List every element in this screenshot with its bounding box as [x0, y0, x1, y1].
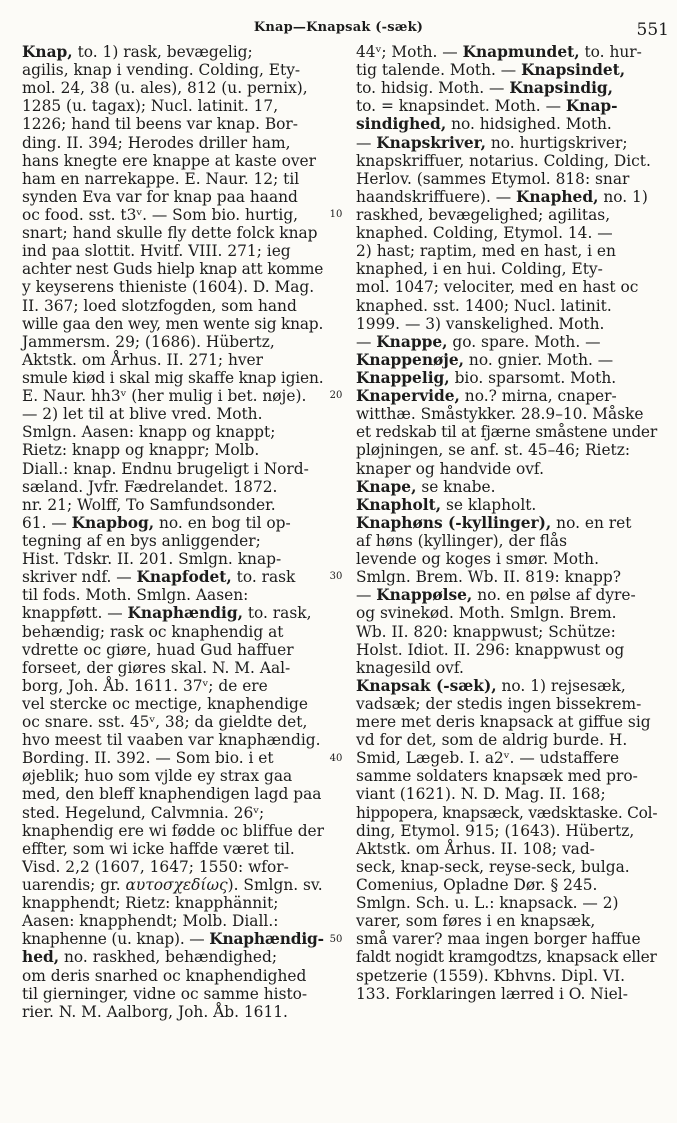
- text-line: ding, Etymol. 915; (1643). Hübertz,: [356, 821, 635, 840]
- text-line: uarendis; gr. αυτοσχεδίως). Smlgn. sv.: [22, 876, 323, 895]
- text-line: tegning af en bys anliggender;: [22, 531, 261, 550]
- text-line: Aasen: knapphendt; Molb. Diall.:: [22, 912, 279, 931]
- line-number: 40: [329, 752, 343, 764]
- text-line: achter nest Guds hielp knap att komme: [22, 260, 324, 279]
- text-line: 2) hast; raptim, med en hast, i en: [356, 242, 616, 261]
- text-line: spetzerie (1559). Kbhvns. Dipl. VI.: [356, 966, 625, 985]
- text-line: Smlgn. Brem. Wb. II. 819: knapp?: [356, 568, 621, 587]
- text-line: Knappenøje, no. gnier. Moth. —: [356, 350, 614, 369]
- text-line: Herlov. (sammes Etymol. 818: snar: [356, 169, 630, 188]
- text-line: ding. II. 394; Herodes driller ham,: [22, 133, 291, 152]
- text-line: Holst. Idiot. II. 296: knappwust og: [356, 640, 625, 659]
- text-line: 1226; hand til beens var knap. Bor-: [22, 115, 298, 134]
- text-line: Rietz: knapp og knappr; Molb.: [22, 441, 260, 460]
- text-line: oc snare. sst. 45ᵛ, 38; da gieldte det,: [22, 713, 308, 732]
- text-line: knaphed, i en hui. Colding, Ety-: [356, 260, 603, 279]
- text-line: — 2) let til at blive vred. Moth.: [22, 405, 263, 424]
- text-line: Jammersm. 29; (1686). Hübertz,: [22, 332, 275, 351]
- text-line: mere met deris knapsack at giffue sig: [356, 713, 651, 732]
- text-line: oc food. sst. t3ᵛ. — Som bio. hurtig,: [22, 205, 299, 224]
- text-line: vel stercke oc mectige, knaphendige: [22, 694, 308, 713]
- text-line: knaphenne (u. knap). — Knaphændig-: [22, 930, 324, 949]
- text-line: to. hidsig. Moth. — Knapsindig,: [356, 79, 614, 98]
- text-line: forseet, der giøres skal. N. M. Aal-: [22, 658, 291, 677]
- text-line: Knappelig, bio. sparsomt. Moth.: [356, 368, 617, 387]
- text-line: ind paa slottit. Hvitf. VIII. 271; ieg: [22, 242, 291, 261]
- text-line: nr. 21; Wolff, To Samfundsonder.: [22, 495, 276, 514]
- text-line: snart; hand skulle fly dette folck knap: [22, 224, 318, 243]
- text-line: Knapervide, no.? mirna, cnaper-: [356, 387, 617, 406]
- text-line: sted. Hegelund, Calvmnia. 26ᵛ;: [22, 803, 265, 822]
- text-line: af høns (kyllinger), der flås: [356, 531, 568, 550]
- text-line: witthæ. Småstykker. 28.9–10. Måske: [356, 405, 644, 424]
- text-line: små varer? maa ingen borger haffue: [356, 930, 641, 949]
- text-line: Visd. 2,2 (1607, 1647; 1550: wfor-: [22, 857, 289, 876]
- text-line: viant (1621). N. D. Mag. II. 168;: [356, 785, 606, 804]
- text-line: 61. — Knapbog, no. en bog til op-: [22, 513, 291, 532]
- text-line: — Knappølse, no. en pølse af dyre-: [356, 586, 636, 605]
- text-line: Knapsak (-sæk), no. 1) rejsesæk,: [356, 676, 626, 695]
- text-line: knaphendig ere wi fødde oc bliffue der: [22, 821, 324, 840]
- text-line: raskhed, bevægelighed; agilitas,: [356, 205, 611, 224]
- text-line: skriver ndf. — Knapfodet, to. rask: [22, 568, 296, 587]
- text-line: sæland. Jvfr. Fædrelandet. 1872.: [22, 477, 278, 496]
- text-line: haandskriffuere). — Knaphed, no. 1): [356, 187, 648, 206]
- text-line: Diall.: knap. Endnu brugeligt i Nord-: [22, 459, 309, 478]
- text-line: et redskab til at fjærne småstene under: [356, 423, 657, 442]
- text-line: Hist. Tdskr. II. 201. Smlgn. knap-: [22, 550, 282, 569]
- text-line: vdrette oc giøre, huad Gud haffuer: [22, 640, 294, 659]
- text-line: knaper og handvide ovf.: [356, 459, 544, 478]
- text-line: Bording. II. 392. — Som bio. i et: [22, 749, 274, 768]
- text-line: to. = knapsindet. Moth. — Knap-: [356, 97, 618, 116]
- text-line: tig talende. Moth. — Knapsindet,: [356, 61, 626, 80]
- line-number: 50: [329, 933, 343, 945]
- text-line: mol. 24, 38 (u. ales), 812 (u. pernix),: [22, 79, 308, 98]
- text-line: smule kiød i skal mig skaffe knap igien.: [22, 368, 324, 387]
- line-number: 10: [329, 209, 343, 221]
- text-line: 1285 (u. tagax); Nucl. latinit. 17,: [22, 97, 279, 116]
- text-line: samme soldaters knapsæk med pro-: [356, 767, 638, 786]
- text-line: Comenius, Opladne Dør. § 245.: [356, 876, 598, 895]
- text-line: knapskriffuer, notarius. Colding, Dict.: [356, 151, 651, 170]
- text-line: hvo meest til vaaben var knaphændig.: [22, 731, 321, 750]
- text-line: Smlgn. Sch. u. L.: knapsack. — 2): [356, 894, 619, 913]
- text-line: hippopera, knapsæck, vædsktaske. Col-: [356, 803, 658, 822]
- text-line: Wb. II. 820: knappwust; Schütze:: [356, 622, 616, 641]
- text-line: Smid, Lægeb. I. a2ᵛ. — udstaffere: [356, 749, 620, 768]
- page-number: 551: [636, 20, 669, 40]
- line-number: 20: [329, 390, 343, 402]
- text-line: knagesild ovf.: [356, 658, 464, 677]
- text-line: effter, som wi icke haffde været til.: [22, 839, 295, 858]
- text-line: knaphed. Colding, Etymol. 14. —: [356, 224, 613, 243]
- text-line: Aktstk. om Århus. II. 271; hver: [22, 350, 264, 369]
- line-number: 30: [329, 571, 343, 583]
- text-line: vadsæk; der stedis ingen bissekrem-: [356, 694, 642, 713]
- text-line: — Knapskriver, no. hurtigskriver;: [356, 133, 628, 152]
- text-line: med, den bleff knaphendigen lagd paa: [22, 785, 322, 804]
- text-line: y keyserens thieniste (1604). D. Mag.: [22, 278, 315, 297]
- text-line: øjeblik; huo som vjlde ey strax gaa: [22, 767, 293, 786]
- text-line: pløjningen, se anf. st. 45–46; Rietz:: [356, 441, 631, 460]
- text-line: — Knappe, go. spare. Moth. —: [356, 332, 601, 351]
- text-line: knapphendt; Rietz: knapphännit;: [22, 894, 279, 913]
- text-line: wille gaa den wey, men wente sig knap.: [22, 314, 324, 333]
- text-line: knappføtt. — Knaphændig, to. rask,: [22, 604, 312, 623]
- text-line: 133. Forklaringen lærred i O. Niel-: [356, 984, 628, 1003]
- text-line: til fods. Moth. Smlgn. Aasen:: [22, 586, 249, 605]
- text-line: sindighed, no. hidsighed. Moth.: [356, 115, 612, 134]
- right-column: [356, 43, 656, 1003]
- text-line: rier. N. M. Aalborg, Joh. Åb. 1611.: [22, 1002, 288, 1021]
- text-line: ham en narrekappe. E. Naur. 12; til: [22, 169, 300, 188]
- left-column: [22, 43, 322, 1021]
- text-line: borg, Joh. Åb. 1611. 37ᵛ; de ere: [22, 676, 268, 695]
- text-line: faldt nogidt kramgodtzs, knapsack eller: [356, 948, 657, 967]
- text-line: 1999. — 3) vanskelighed. Moth.: [356, 314, 605, 333]
- text-line: varer, som føres i en knapsæk,: [356, 912, 596, 931]
- text-line: mol. 1047; velociter, med en hast oc: [356, 278, 639, 297]
- text-line: knaphed. sst. 1400; Nucl. latinit.: [356, 296, 612, 315]
- text-line: Knap, to. 1) rask, bevægelig;: [22, 43, 253, 61]
- text-line: Knaphøns (-kyllinger), no. en ret: [356, 513, 632, 532]
- text-line: Knapholt, se klapholt.: [356, 495, 537, 514]
- text-line: hans knegte ere knappe at kaste over: [22, 151, 317, 170]
- text-line: behændig; rask oc knaphendig at: [22, 622, 284, 641]
- text-line: synden Eva var for knap paa haand: [22, 187, 298, 206]
- text-line: II. 367; loed slotzfogden, som hand: [22, 296, 297, 315]
- text-line: om deris snarhed oc knaphendighed: [22, 966, 307, 985]
- text-line: E. Naur. hh3ᵛ (her mulig i bet. nøje).: [22, 387, 307, 406]
- text-line: 44ᵛ; Moth. — Knapmundet, to. hur-: [356, 43, 642, 61]
- text-line: Knape, se knabe.: [356, 477, 496, 496]
- page-header: [0, 14, 677, 38]
- text-line: Aktstk. om Århus. II. 108; vad-: [356, 839, 595, 858]
- running-head: Knap—Knapsak (-sæk): [253, 20, 424, 35]
- text-line: vd for det, som de aldrig burde. H.: [356, 731, 628, 750]
- text-line: Smlgn. Aasen: knapp og knappt;: [22, 423, 276, 442]
- text-line: hed, no. raskhed, behændighed;: [22, 948, 278, 967]
- text-line: agilis, knap i vending. Colding, Ety-: [22, 61, 301, 80]
- text-line: og svinekød. Moth. Smlgn. Brem.: [356, 604, 617, 623]
- text-line: seck, knap-seck, reyse-seck, bulga.: [356, 857, 630, 876]
- text-line: levende og koges i smør. Moth.: [356, 550, 599, 569]
- text-line: til gierninger, vidne oc samme histo-: [22, 984, 308, 1003]
